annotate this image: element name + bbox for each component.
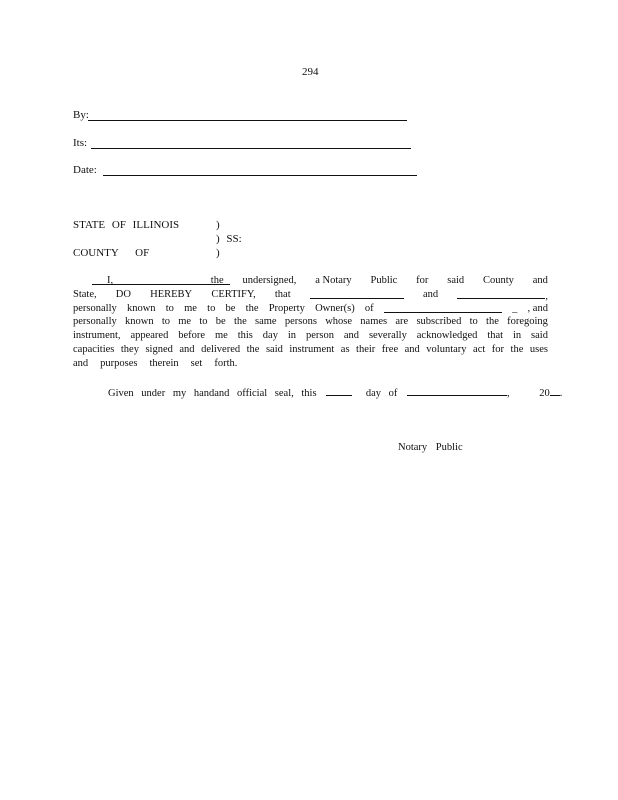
ack-word: for	[416, 275, 429, 286]
ack-word: and	[179, 343, 195, 355]
ack-line-1	[73, 274, 548, 288]
ack-word: the	[210, 275, 224, 286]
ack-word: that	[487, 330, 504, 342]
by-signature-line[interactable]	[88, 120, 407, 121]
notary-public-label: Notary Public	[398, 442, 463, 453]
ack-word: uses	[529, 343, 548, 355]
ack-word: instrument	[289, 343, 335, 355]
ack-word: and	[532, 275, 548, 286]
ack-word: acknowledged	[416, 330, 478, 342]
ack-word: State,	[73, 288, 97, 300]
ack-word: be	[225, 302, 236, 314]
ack-word: and	[343, 330, 360, 342]
ack-word: Owner(s)	[315, 302, 355, 314]
ack-word: me	[178, 316, 192, 328]
ack-word: ,	[545, 290, 548, 302]
ack-word: delivered	[201, 343, 241, 355]
ack-line-6	[73, 343, 548, 357]
ack-word: and	[73, 357, 89, 369]
ack-word: that	[274, 288, 291, 300]
ack-word: act	[473, 343, 486, 355]
ack-word: therein	[149, 357, 179, 369]
ack-word: for	[491, 343, 505, 355]
day-blank[interactable]	[326, 385, 352, 396]
ack-word: the	[486, 316, 499, 328]
ack-word: personally	[73, 302, 117, 314]
ack-word: free	[381, 343, 399, 355]
given-prefix: Given under my handand official seal, this	[108, 388, 317, 399]
ack-word: DO	[115, 288, 131, 300]
ack-word: _	[512, 302, 518, 314]
ack-word: voluntary	[426, 343, 467, 355]
year-prefix: 20	[539, 388, 550, 399]
year-blank[interactable]	[550, 385, 560, 396]
owner-name-blank-2[interactable]	[457, 288, 545, 299]
ack-word: known	[125, 316, 154, 328]
ack-word: to	[165, 302, 174, 314]
ack-word: in	[512, 330, 522, 342]
ack-word: forth.	[214, 357, 238, 369]
ack-word: whose	[325, 316, 353, 328]
date-line[interactable]	[103, 175, 417, 176]
ack-word: said	[531, 330, 548, 342]
ack-word: me	[184, 302, 197, 314]
ack-line-4	[73, 315, 548, 329]
ack-word: are	[395, 316, 409, 328]
ack-word: be	[215, 316, 226, 328]
paren-3: )	[216, 247, 220, 259]
ack-word: in	[287, 330, 297, 342]
ack-word: said	[447, 275, 465, 286]
ack-word: signed	[145, 343, 173, 355]
ack-word: HEREBY	[150, 288, 193, 300]
ack-word: the	[233, 316, 247, 328]
year-period: .	[559, 388, 563, 399]
given-line	[108, 385, 562, 400]
state-label: STATE OF ILLINOIS	[73, 219, 180, 231]
ack-word: instrument,	[73, 330, 121, 342]
ack-word: purposes	[100, 357, 138, 369]
ack-word: County	[483, 275, 514, 286]
ack-word: to	[207, 302, 216, 314]
ack-word: same	[255, 316, 277, 328]
day-of-label: day of	[365, 388, 398, 399]
ack-word: , and	[527, 302, 548, 314]
county-label: COUNTY OF	[73, 247, 150, 259]
owner-name-blank-1[interactable]	[310, 288, 404, 299]
acknowledgment-paragraph	[73, 274, 548, 371]
ack-word: capacities	[73, 343, 115, 355]
ack-word: person	[305, 330, 334, 342]
ack-word: persons	[284, 316, 317, 328]
month-comma: ,	[506, 388, 510, 399]
ack-word: and	[404, 343, 420, 355]
property-blank[interactable]	[384, 302, 502, 313]
ack-word: I,	[107, 275, 114, 286]
ack-word: and	[422, 288, 439, 300]
page-number: 294	[302, 66, 319, 78]
ack-word: as	[340, 343, 350, 355]
ack-word: to	[469, 316, 478, 328]
ack-word: undersigned,	[242, 275, 297, 286]
ack-word: to	[161, 316, 171, 328]
undersigned-name-blank[interactable]	[92, 274, 230, 285]
ack-line-7	[73, 357, 548, 371]
ack-word: Property	[268, 302, 305, 314]
ack-word: day	[262, 330, 278, 342]
ack-word: me	[214, 330, 228, 342]
ack-word: names	[360, 316, 388, 328]
ack-word: appeared	[130, 330, 169, 342]
ack-word: a Notary	[315, 275, 352, 286]
ack-word: the	[246, 343, 260, 355]
ack-word: the	[245, 302, 259, 314]
ack-word: foregoing	[507, 316, 548, 328]
ack-word: the	[510, 343, 524, 355]
ack-word: Public	[370, 275, 398, 286]
paren-1: )	[216, 219, 220, 231]
ack-word: to	[199, 316, 208, 328]
ack-word: before	[178, 330, 206, 342]
ack-line-2	[73, 288, 548, 302]
its-label: Its:	[73, 137, 88, 149]
ss-label: ) SS:	[216, 233, 242, 245]
ack-word: personally	[73, 316, 117, 328]
by-label: By:	[73, 109, 89, 121]
ack-word: said	[265, 343, 283, 355]
ack-word: known	[126, 302, 156, 314]
ack-word: set	[190, 357, 203, 369]
ack-line-5	[73, 329, 548, 343]
ack-word: this	[237, 330, 253, 342]
date-label: Date:	[73, 164, 97, 176]
ack-word: of	[364, 302, 374, 314]
ack-word: subscribed	[416, 316, 462, 328]
ack-word: their	[356, 343, 376, 355]
ack-word: CERTIFY,	[211, 288, 256, 300]
month-blank[interactable]	[407, 385, 507, 396]
ack-word: they	[120, 343, 139, 355]
its-title-line[interactable]	[91, 148, 411, 149]
ack-word: severally	[368, 330, 407, 342]
ack-line-3	[73, 302, 548, 316]
